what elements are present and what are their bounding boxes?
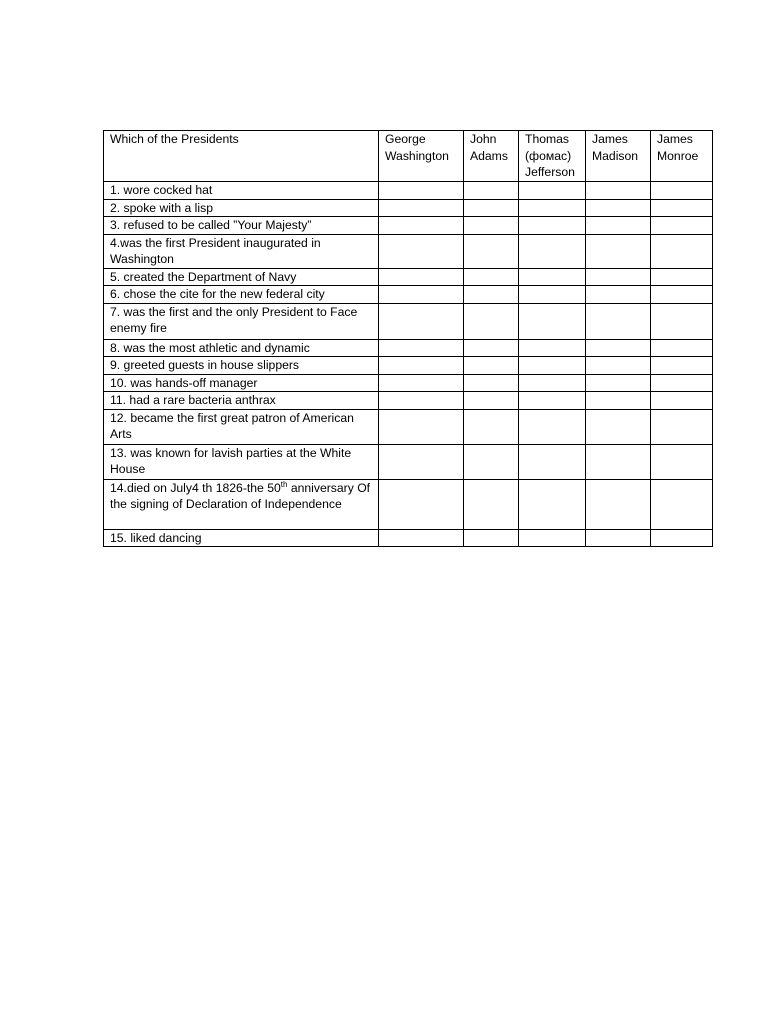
- answer-cell[interactable]: [519, 529, 586, 547]
- question-text: 8. was the most athletic and dynamic: [110, 340, 310, 355]
- answer-cell[interactable]: [519, 286, 586, 304]
- answer-cell[interactable]: [464, 268, 519, 286]
- answer-cell[interactable]: [519, 357, 586, 375]
- answer-cell[interactable]: [519, 479, 586, 529]
- answer-cell[interactable]: [586, 217, 651, 235]
- table-row: [104, 529, 713, 547]
- answer-cell[interactable]: [379, 529, 464, 547]
- answer-cell[interactable]: [519, 182, 586, 200]
- question-cell: [104, 444, 379, 479]
- answer-cell[interactable]: [464, 199, 519, 217]
- answer-cell[interactable]: [519, 374, 586, 392]
- answer-cell[interactable]: [651, 286, 713, 304]
- table-row: [104, 357, 713, 375]
- answer-cell[interactable]: [379, 339, 464, 357]
- table-row: [104, 374, 713, 392]
- answer-cell[interactable]: [519, 217, 586, 235]
- question-cell: [104, 303, 379, 339]
- answer-cell[interactable]: [379, 286, 464, 304]
- answer-cell[interactable]: [519, 339, 586, 357]
- question-text: [110, 480, 372, 513]
- answer-cell[interactable]: [586, 529, 651, 547]
- answer-cell[interactable]: [651, 234, 713, 268]
- answer-cell[interactable]: [651, 303, 713, 339]
- question-text: 3. refused to be called ”Your Majesty”: [110, 218, 312, 232]
- answer-cell[interactable]: [464, 234, 519, 268]
- president-name-line: James: [592, 132, 628, 146]
- answer-cell[interactable]: [651, 392, 713, 410]
- answer-cell[interactable]: [651, 479, 713, 529]
- president-name-line: Washington: [385, 148, 449, 163]
- president-name-line: Thomas: [525, 132, 570, 146]
- answer-cell[interactable]: [586, 182, 651, 200]
- corner-header-cell: [104, 131, 379, 182]
- answer-cell[interactable]: [519, 392, 586, 410]
- president-header-washington: [379, 131, 464, 182]
- answer-cell[interactable]: [586, 479, 651, 529]
- answer-cell[interactable]: [586, 234, 651, 268]
- president-name-line: (фомас): [525, 148, 572, 163]
- table-row: [104, 303, 713, 339]
- presidents-quiz-table: [103, 130, 713, 547]
- header-row: [104, 131, 713, 182]
- answer-cell[interactable]: [651, 217, 713, 235]
- table-row: [104, 182, 713, 200]
- question-cell: [104, 199, 379, 217]
- answer-cell[interactable]: [651, 444, 713, 479]
- question-text: 9. greeted guests in house slippers: [110, 358, 300, 372]
- question-text: 4.was the first President inaugurated in Washington: [110, 235, 321, 266]
- president-header-madison: [586, 131, 651, 182]
- question-cell: [104, 339, 379, 357]
- answer-cell[interactable]: [379, 409, 464, 444]
- question-text: 5. created the Department of Navy: [110, 269, 297, 284]
- president-header-monroe: [651, 131, 713, 182]
- question-text: 6. chose the cite for the new federal city: [110, 287, 325, 301]
- question-text: 10. was hands-off manager: [110, 375, 258, 390]
- answer-cell[interactable]: [519, 409, 586, 444]
- question-text: 2. spoke with a lisp: [110, 200, 213, 215]
- answer-cell[interactable]: [586, 409, 651, 444]
- question-text: 7. was the first and the only President to Face enemy fire: [110, 304, 358, 335]
- answer-cell[interactable]: [379, 199, 464, 217]
- question-text: 13. was known for lavish parties at the White House: [110, 445, 352, 476]
- ordinal-superscript: th: [280, 479, 288, 489]
- answer-cell[interactable]: [651, 374, 713, 392]
- answer-cell[interactable]: [586, 303, 651, 339]
- answer-cell[interactable]: [586, 444, 651, 479]
- answer-cell[interactable]: [651, 268, 713, 286]
- answer-cell[interactable]: [379, 444, 464, 479]
- answer-cell[interactable]: [519, 199, 586, 217]
- table-row: [104, 479, 713, 529]
- question-cell: [104, 392, 379, 410]
- question-text: 11. had a rare bacteria anthrax: [110, 393, 276, 407]
- question-cell: [104, 374, 379, 392]
- president-name-line: Madison: [592, 148, 639, 163]
- question-cell: [104, 286, 379, 304]
- table-row: [104, 217, 713, 235]
- answer-cell[interactable]: [464, 529, 519, 547]
- answer-cell[interactable]: [464, 374, 519, 392]
- answer-cell[interactable]: [519, 268, 586, 286]
- answer-cell[interactable]: [379, 217, 464, 235]
- answer-cell[interactable]: [519, 303, 586, 339]
- table-row: [104, 409, 713, 444]
- president-name-line: John: [470, 132, 497, 146]
- question-cell: [104, 529, 379, 547]
- question-cell: [104, 234, 379, 268]
- president-name-line: Adams: [470, 148, 508, 163]
- answer-cell[interactable]: [651, 339, 713, 357]
- answer-cell[interactable]: [379, 479, 464, 529]
- answer-cell[interactable]: [464, 217, 519, 235]
- question-text-part: 14.died on July4 th 1826-the 50: [110, 480, 281, 495]
- answer-cell[interactable]: [464, 303, 519, 339]
- answer-cell[interactable]: [464, 409, 519, 444]
- corner-header-text: Which of the Presidents: [110, 132, 239, 146]
- president-name-line: Monroe: [657, 148, 699, 163]
- answer-cell[interactable]: [586, 199, 651, 217]
- president-name-line: George: [385, 132, 426, 146]
- table-row: [104, 339, 713, 357]
- table-row: [104, 286, 713, 304]
- answer-cell[interactable]: [379, 182, 464, 200]
- question-text: 12. became the first great patron of American Arts: [110, 410, 354, 441]
- question-cell: [104, 479, 379, 529]
- answer-cell[interactable]: [379, 392, 464, 410]
- president-name-line: Jefferson: [525, 165, 575, 179]
- president-name-line: James: [657, 132, 693, 146]
- answer-cell[interactable]: [586, 374, 651, 392]
- answer-cell[interactable]: [586, 286, 651, 304]
- answer-cell[interactable]: [651, 529, 713, 547]
- answer-cell[interactable]: [379, 303, 464, 339]
- answer-cell[interactable]: [586, 339, 651, 357]
- table-row: [104, 234, 713, 268]
- answer-cell[interactable]: [464, 286, 519, 304]
- question-cell: [104, 182, 379, 200]
- question-text: 15. liked dancing: [110, 530, 202, 545]
- question-cell: [104, 357, 379, 375]
- answer-cell[interactable]: [651, 199, 713, 217]
- answer-cell[interactable]: [379, 268, 464, 286]
- question-cell: [104, 268, 379, 286]
- answer-cell[interactable]: [651, 182, 713, 200]
- answer-cell[interactable]: [519, 444, 586, 479]
- answer-cell[interactable]: [651, 409, 713, 444]
- answer-cell[interactable]: [379, 357, 464, 375]
- answer-cell[interactable]: [464, 182, 519, 200]
- answer-cell[interactable]: [464, 444, 519, 479]
- answer-cell[interactable]: [586, 268, 651, 286]
- answer-cell[interactable]: [379, 234, 464, 268]
- answer-cell[interactable]: [464, 357, 519, 375]
- answer-cell[interactable]: [379, 374, 464, 392]
- answer-cell[interactable]: [519, 234, 586, 268]
- answer-cell[interactable]: [586, 392, 651, 410]
- question-text-part: anniversary Of the signing of Declaration of Independence: [110, 480, 371, 511]
- table-row: [104, 199, 713, 217]
- answer-cell[interactable]: [464, 392, 519, 410]
- answer-cell[interactable]: [651, 357, 713, 375]
- table-row: [104, 444, 713, 479]
- president-header-jefferson: [519, 131, 586, 182]
- answer-cell[interactable]: [464, 339, 519, 357]
- question-cell: [104, 217, 379, 235]
- question-cell: [104, 409, 379, 444]
- question-text: 1. wore cocked hat: [110, 183, 213, 197]
- table-row: [104, 392, 713, 410]
- answer-cell[interactable]: [464, 479, 519, 529]
- answer-cell[interactable]: [586, 357, 651, 375]
- table-row: [104, 268, 713, 286]
- president-header-adams: [464, 131, 519, 182]
